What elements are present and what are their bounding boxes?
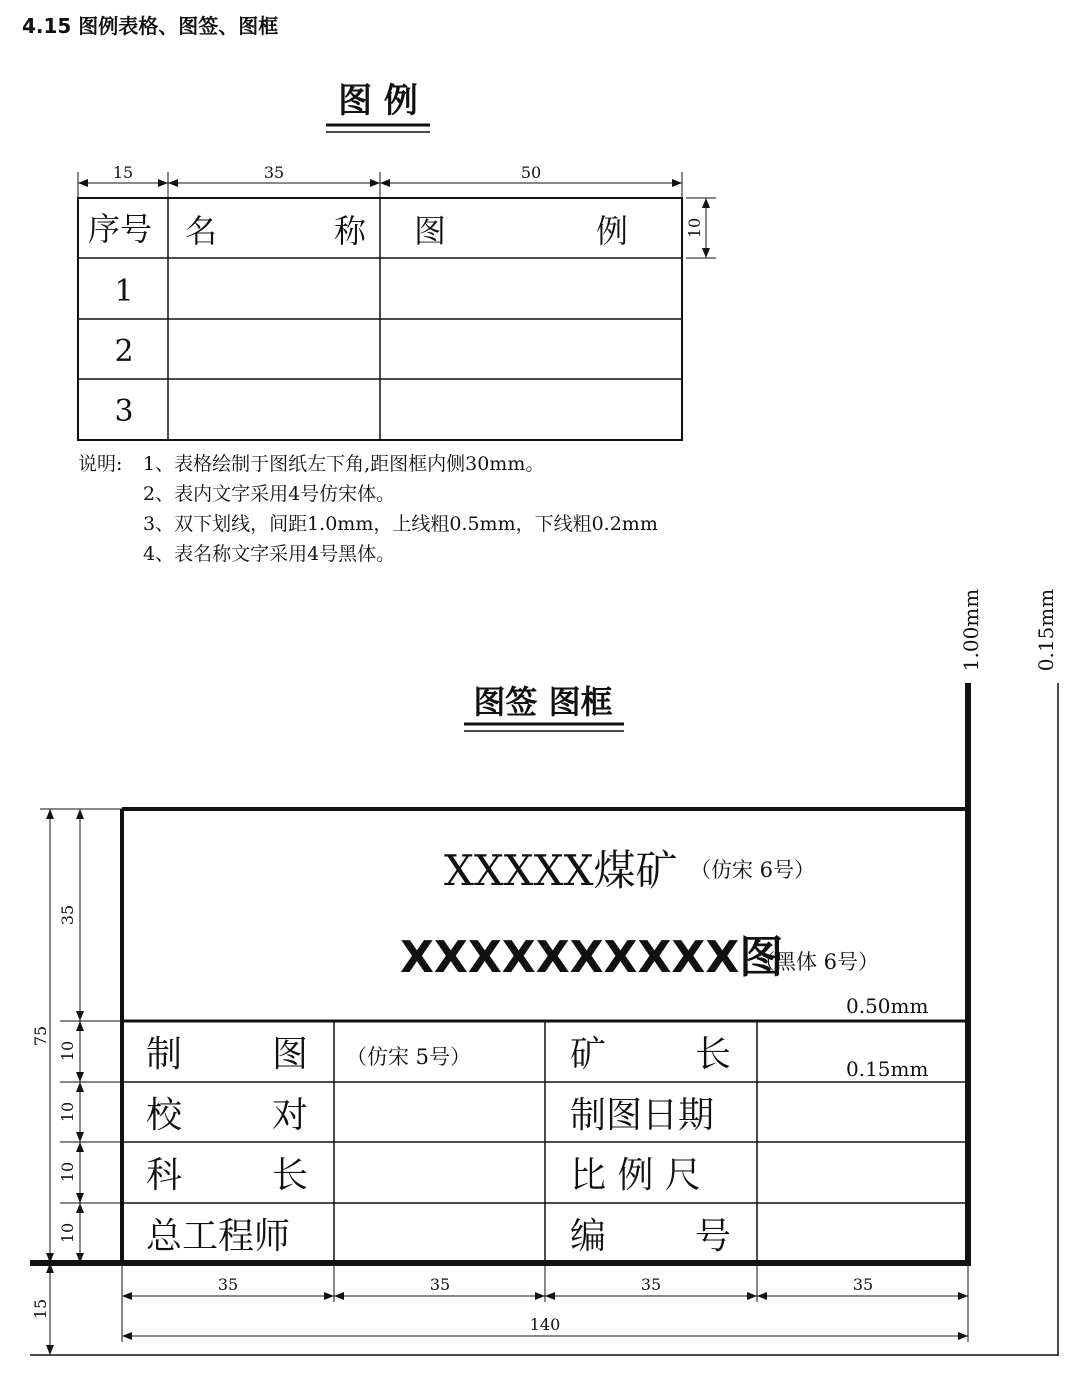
legend-note-2: 2、表内文字采用4号仿宋体。 xyxy=(143,483,396,505)
cell-bianhao-b: 号 xyxy=(695,1216,732,1257)
dim-row-3: 10 xyxy=(58,1161,77,1183)
cell-zhitu-b: 图 xyxy=(272,1034,309,1075)
legend-header-name-b: 称 xyxy=(334,212,367,250)
cell-scale: 比 例 尺 xyxy=(570,1155,701,1196)
section-title: 4.15 图例表格、图签、图框 xyxy=(22,14,279,38)
legend-notes-label: 说明: xyxy=(78,453,123,475)
cell-kuangzhang-b: 长 xyxy=(695,1034,732,1075)
mine-name-font-note: （仿宋 6号） xyxy=(690,858,816,882)
dim-row-1: 10 xyxy=(58,1040,77,1062)
legend-dim-row: 10 xyxy=(685,217,704,239)
legend-note-3: 3、双下划线，间距1.0mm，上线粗0.5mm，下线粗0.2mm xyxy=(143,513,658,535)
cell-bianhao-a: 编 xyxy=(570,1216,607,1257)
legend-row-3: 3 xyxy=(114,394,134,429)
dim-total-width: 140 xyxy=(529,1315,561,1334)
legend-dim-col1: 15 xyxy=(112,163,134,182)
inner-line-width-label: 0.15mm xyxy=(846,1057,929,1081)
title-block-height-dimensions xyxy=(40,809,122,1355)
legend-section xyxy=(78,81,716,565)
dim-bottom-margin: 15 xyxy=(31,1298,50,1320)
cell-jiaodui-a: 校 xyxy=(146,1095,183,1136)
frame-thin-width-label: 0.15mm xyxy=(1034,588,1058,672)
cell-kuangzhang-a: 矿 xyxy=(570,1034,607,1075)
dim-col-1: 35 xyxy=(217,1275,239,1294)
dim-top-height: 35 xyxy=(58,904,77,926)
legend-dim-col2: 35 xyxy=(263,163,285,182)
legend-header-seq: 序号 xyxy=(87,210,153,248)
legend-table xyxy=(78,198,682,440)
legend-row-1: 1 xyxy=(114,274,134,309)
cell-zhitu-a: 制 xyxy=(146,1034,183,1075)
legend-header-legend-b: 例 xyxy=(596,212,629,250)
legend-header-legend-a: 图 xyxy=(414,212,447,250)
legend-header-name-a: 名 xyxy=(185,212,218,250)
cell-kezhang-b: 长 xyxy=(272,1155,309,1196)
title-block-title: 图签 图框 xyxy=(473,683,613,721)
legend-dim-col3: 50 xyxy=(520,163,542,182)
legend-note-4: 4、表名称文字采用4号黑体。 xyxy=(143,543,396,565)
dim-col-2: 35 xyxy=(429,1275,451,1294)
cell-kezhang-a: 科 xyxy=(146,1155,183,1196)
drawing-name-font-note: （黑体 6号） xyxy=(754,950,880,974)
drawing-name: XXXXXXXXXX图 xyxy=(400,932,784,983)
dim-col-3: 35 xyxy=(640,1275,662,1294)
title-block-section xyxy=(30,589,1058,1356)
legend-title: 图 例 xyxy=(338,81,418,121)
dim-col-4: 35 xyxy=(852,1275,874,1294)
frame-thick-width-label: 1.00mm xyxy=(959,588,983,672)
legend-width-dimensions xyxy=(78,172,682,200)
cell-font-note: （仿宋 5号） xyxy=(346,1045,472,1069)
legend-row-2: 2 xyxy=(114,334,134,369)
dim-total-height: 75 xyxy=(31,1025,50,1047)
mine-name: XXXXX煤矿 xyxy=(444,846,678,895)
dim-row-4: 10 xyxy=(58,1222,77,1244)
outer-line-width-label: 0.50mm xyxy=(846,994,929,1018)
cell-zonggong: 总工程师 xyxy=(146,1216,291,1257)
cell-jiaodui-b: 对 xyxy=(272,1095,309,1136)
dim-row-2: 10 xyxy=(58,1101,77,1123)
legend-note-1: 1、表格绘制于图纸左下角,距图框内侧30mm。 xyxy=(143,453,545,475)
cell-date: 制图日期 xyxy=(570,1095,715,1136)
